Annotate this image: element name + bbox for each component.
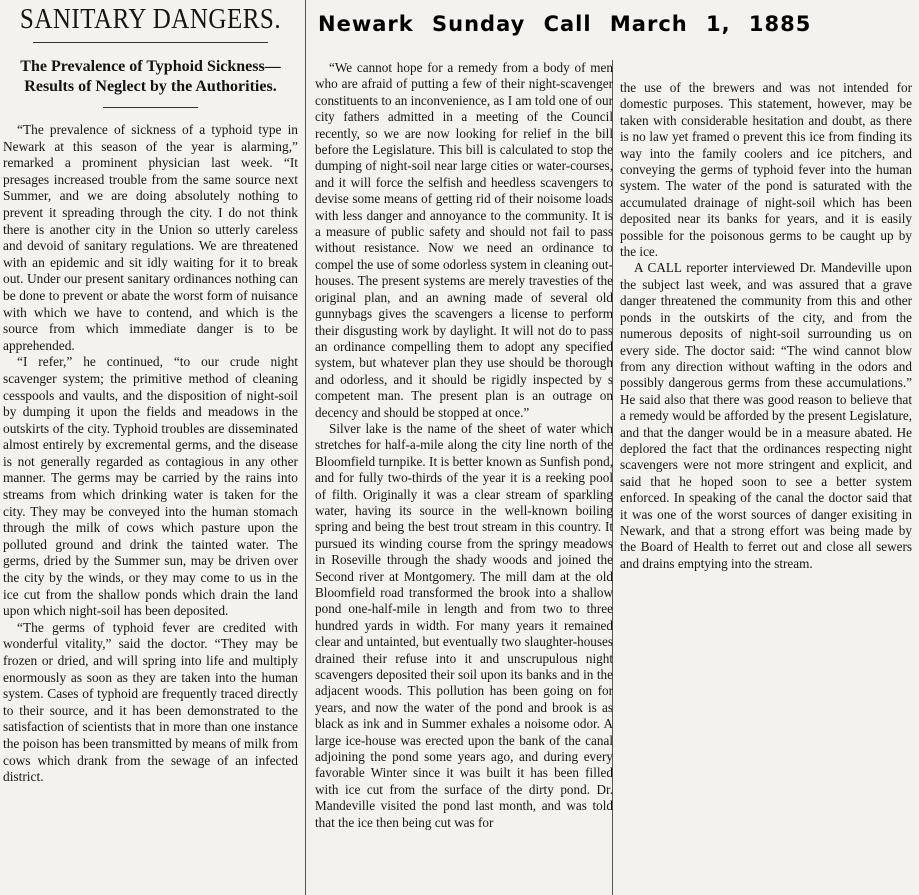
headline: SANITARY DANGERS. [19,4,282,36]
paragraph: “We cannot hope for a remedy from a body of men who are afraid of putting a few of their night-scavenger constituents to an inconvenience, as I am told one of our city fathers admitted in a meeting of the Council recently, so we are now looking for relief in the bill before the Legislature. This bill is calculated to stop the dumping of night-soil near large cities or water-courses, and it will force the selfish and heedless scavengers to devise some means of getting rid of their noisome loads with less danger and annoyance to the community. It is a measure of public safety and should not fail to pass without resistance. Now we need an ordinance to compel the use of some odorless system in cleaning out-houses. The present systems are merely travesties of the original plan, and an awning made of several old gunnybags gives the scavengers a license to perform their disgusting work by daylight. It will not do to pass an ordinance compelling them to adopt any specified system, but whatever plan they use should be thorough and odorless, and it should be rigidly inspected by s competent man. The present plan is an outrage on decency and should be stopped at once.” [315,60,613,420]
masthead: Newark Sunday Call March 1, 1885 [318,12,812,36]
divider [103,107,198,108]
paragraph: “I refer,” he continued, “to our crude night scavenger system; the primitive method of cleaning cesspools and vaults, and the disposition of night-soil by dumping it upon the fields and meadows in the outskirts of the city. Typhoid troubles are disseminated almost entirely by excremental germs, and the disease is not generally regarded as contagious in any other manner. The germs may be carried by the rains into streams from which drinking water is taken for the city. They may be conveyed into the human stomach through the milk of cows which pasture upon the polluted ground and drink the tainted water. The germs, dried by the Summer sun, may be driven over the city by the winds, or they may come to us in the ice cut from the shallow ponds which drain the land upon which night-soil has been deposited. [3,354,298,619]
paragraph: “The prevalence of sickness of a typhoid type in Newark at this season of the year is alarming,” remarked a prominent physician last week. “It presages increased trouble from the same source next Summer, and we are doing absolutely nothing to prevent it spreading through the city. I do not think there is another city in the Union so utterly careless and devoid of sanitary regulations. We are threatened with an epidemic and sit idly waiting for it to break out. Under our present sanitary ordinances nothing can be done to prevent or abate the worst form of nuisance with which we have to contend, and which is the source from which immediate danger is to be apprehended. [3,122,298,353]
paragraph: “The germs of typhoid fever are credited with wonderful vitality,” said the doctor. “They may be frozen or dried, and will spring into life and multiply enormously as soon as they are taken into the human system. Cases of typhoid are frequently traced directly to their source, and it has been demonstrated to the satisfaction of scientists that in more than one instance the poison has been transmitted by means of milk from cows which drank from the sewage of an infected district. [3,619,298,785]
column-1 [3,0,298,895]
divider [33,42,268,43]
subheadline: The Prevalence of Typhoid Sickness—Results of Neglect by the Authorities. [20,58,281,95]
paragraph: the use of the brewers and was not intended for domestic purposes. This statement, however, may be taken with considerable hesitation and doubt, as there is no law yet framed o prevent this ice from finding its way into the family coolers and ice pitchers, and conveying the germs of typhoid fever into the human system. The water of the pond is saturated with the accumulated drainage of night-soil which has been deposited near its banks for years, and it is easily possible for the poisonous germs to be caught up by the ice. [620,80,912,260]
column-rule [305,0,306,895]
paragraph: Silver lake is the name of the sheet of water which stretches for half-a-mile along the city line north of the Bloomfield turnpike. It is better known as Sunfish pond, and for fully two-thirds of the year it is a reeking pool of filth. Originally it was a clear stream of sparkling water, having its source in the well-known boiling spring and being the best trout stream in this country. It pursued its winding course from the springy meadows in Roseville through the shady woods and joined the Second river at Montgomery. The mill dam at the old Bloomfield road transformed the brook into a shallow pond one-half-mile in length and from two to three hundred yards in width. For many years it remained clear and untainted, but eventually two slaughter-houses drained their refuse into it and unscrupulous night scavengers deposited their soil upon its banks and in the adjacent woods. This pollution has been going on for years, and now the water of the pond and brook is as black as ink and in Summer exhales a noisome odor. A large ice-house was erected upon the bank of the canal adjoining the pond some years ago, and during every favorable Winter since it was built it has been filled with ice cut from the surface of the dirty pond. Dr. Mandeville visited the pond last month, and was told that the ice then being cut was for [315,420,613,830]
column-3 [620,80,912,895]
column-2 [315,60,613,895]
paragraph: A CALL reporter interviewed Dr. Mandeville upon the subject last week, and was assured that a grave danger threatened the community from this and other ponds in the outskirts of the city, and from the numerous deposits of night-soil surrounding us on every side. The doctor said: “The wind cannot blow from any direction without wafting in the odors and possibly dangerous germs from these accumulations.” He said also that there was good reason to believe that a remedy would be afforded by the present Legislature, and that the danger would be in a measure abated. He deplored the fact that the ordinances respecting night scavengers were not more stringent and explicit, and said that he hoped soon to see a better system enforced. In speaking of the canal the doctor said that it was one of the worst sources of danger exisiting in Newark, and that a strong effort was being made by the Board of Health to ferret out and close all sewers and drains emptying into the stream. [620,260,912,571]
